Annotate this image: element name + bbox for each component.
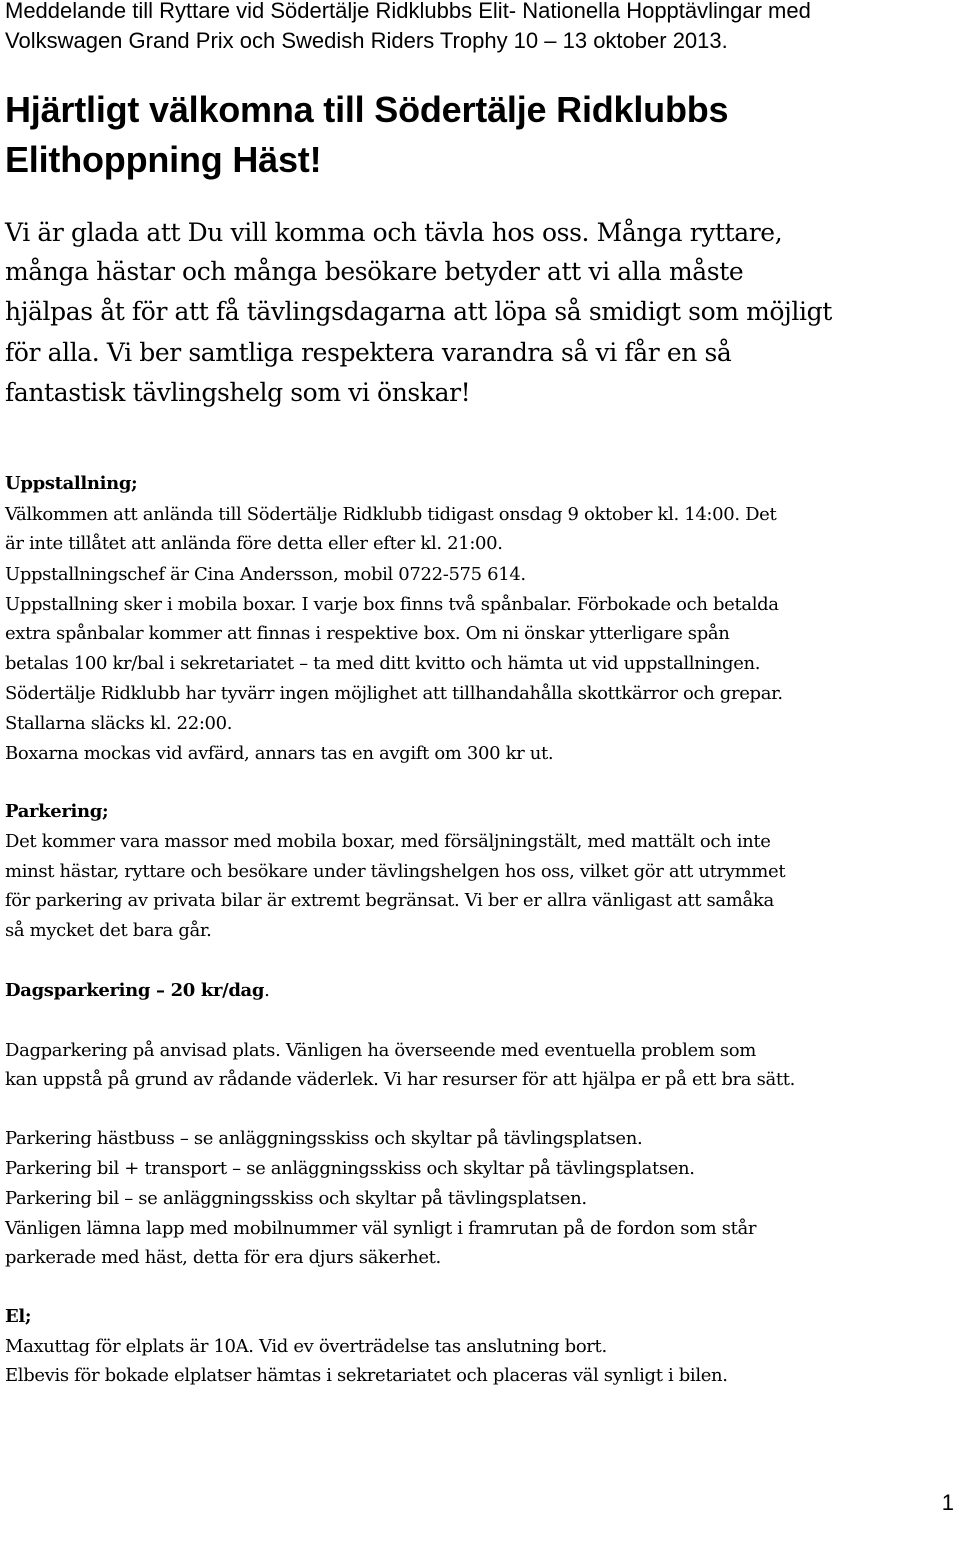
intro-line: fantastisk tävlingshelg som vi önskar!: [5, 378, 471, 407]
page-title: Elithoppning Häst!: [5, 139, 322, 180]
paragraph-line: Dagparkering på anvisad plats. Vänligen ha överseende med eventuella problem som: [5, 1040, 756, 1061]
paragraph-line: Uppstallning sker i mobila boxar. I varje box finns två spånbalar. Förbokade och betalda: [5, 594, 779, 615]
intro-line: för alla. Vi ber samtliga respektera varandra så vi får en så: [5, 338, 732, 367]
paragraph-line: betalas 100 kr/bal i sekretariatet – ta med ditt kvitto och hämta ut vid uppstallningen.: [5, 653, 761, 674]
paragraph-line: Boxarna mockas vid avfärd, annars tas en avgift om 300 kr ut.: [5, 743, 554, 764]
paragraph-line: Parkering hästbuss – se anläggningsskiss och skyltar på tävlingsplatsen.: [5, 1128, 643, 1149]
paragraph-line: parkerade med häst, detta för era djurs säkerhet.: [5, 1247, 441, 1268]
paragraph-line: Uppstallningschef är Cina Andersson, mobil 0722-575 614.: [5, 564, 526, 585]
dagsparkering-heading-text: Dagsparkering – 20 kr/dag: [5, 980, 265, 1001]
section-heading-el: El;: [5, 1306, 32, 1327]
section-heading-parkering: Parkering;: [5, 801, 109, 822]
header-line: Volkswagen Grand Prix och Swedish Riders Trophy 10 – 13 oktober 2013.: [5, 28, 728, 53]
paragraph-line: Vänligen lämna lapp med mobilnummer väl synligt i framrutan på de fordon som står: [5, 1218, 757, 1239]
paragraph-line: minst hästar, ryttare och besökare under tävlingshelgen hos oss, vilket gör att utrymmet: [5, 861, 786, 882]
intro-line: många hästar och många besökare betyder att vi alla måste: [5, 257, 744, 286]
paragraph-line: Välkommen att anlända till Södertälje Ridklubb tidigast onsdag 9 oktober kl. 14:00. Det: [5, 504, 777, 525]
paragraph-line: Maxuttag för elplats är 10A. Vid ev överträdelse tas anslutning bort.: [5, 1336, 607, 1357]
paragraph-line: Parkering bil + transport – se anläggningsskiss och skyltar på tävlingsplatsen.: [5, 1158, 695, 1179]
paragraph-line: extra spånbalar kommer att finnas i respektive box. Om ni önskar ytterligare spån: [5, 623, 730, 644]
paragraph-line: Parkering bil – se anläggningsskiss och skyltar på tävlingsplatsen.: [5, 1188, 587, 1209]
paragraph-line: Det kommer vara massor med mobila boxar, med försäljningstält, med mattält och inte: [5, 831, 771, 852]
intro-line: Vi är glada att Du vill komma och tävla hos oss. Många ryttare,: [5, 218, 783, 247]
intro-line: hjälpas åt för att få tävlingsdagarna att löpa så smidigt som möjligt: [5, 297, 832, 326]
paragraph-line: kan uppstå på grund av rådande väderlek. Vi har resurser för att hjälpa er på ett bra sätt.: [5, 1069, 795, 1090]
dagsparkering-heading-suffix: .: [264, 980, 270, 1001]
page-number: 1: [941, 1490, 954, 1515]
paragraph-line: Stallarna släcks kl. 22:00.: [5, 713, 233, 734]
section-heading-uppstallning: Uppstallning;: [5, 473, 138, 494]
page-title: Hjärtligt välkomna till Södertälje Ridklubbs: [5, 89, 729, 130]
paragraph-line: är inte tillåtet att anlända före detta eller efter kl. 21:00.: [5, 533, 503, 554]
paragraph-line: Södertälje Ridklubb har tyvärr ingen möjlighet att tillhandahålla skottkärror och grepar.: [5, 683, 783, 704]
paragraph-line: så mycket det bara går.: [5, 920, 212, 941]
section-heading-dagsparkering: [5, 976, 269, 1006]
header-line: Meddelande till Ryttare vid Södertälje Ridklubbs Elit- Nationella Hopptävlingar med: [5, 0, 811, 23]
paragraph-line: Elbevis för bokade elplatser hämtas i sekretariatet och placeras väl synligt i bilen.: [5, 1365, 728, 1386]
paragraph-line: för parkering av privata bilar är extremt begränsat. Vi ber er allra vänligast att samåka: [5, 890, 774, 911]
